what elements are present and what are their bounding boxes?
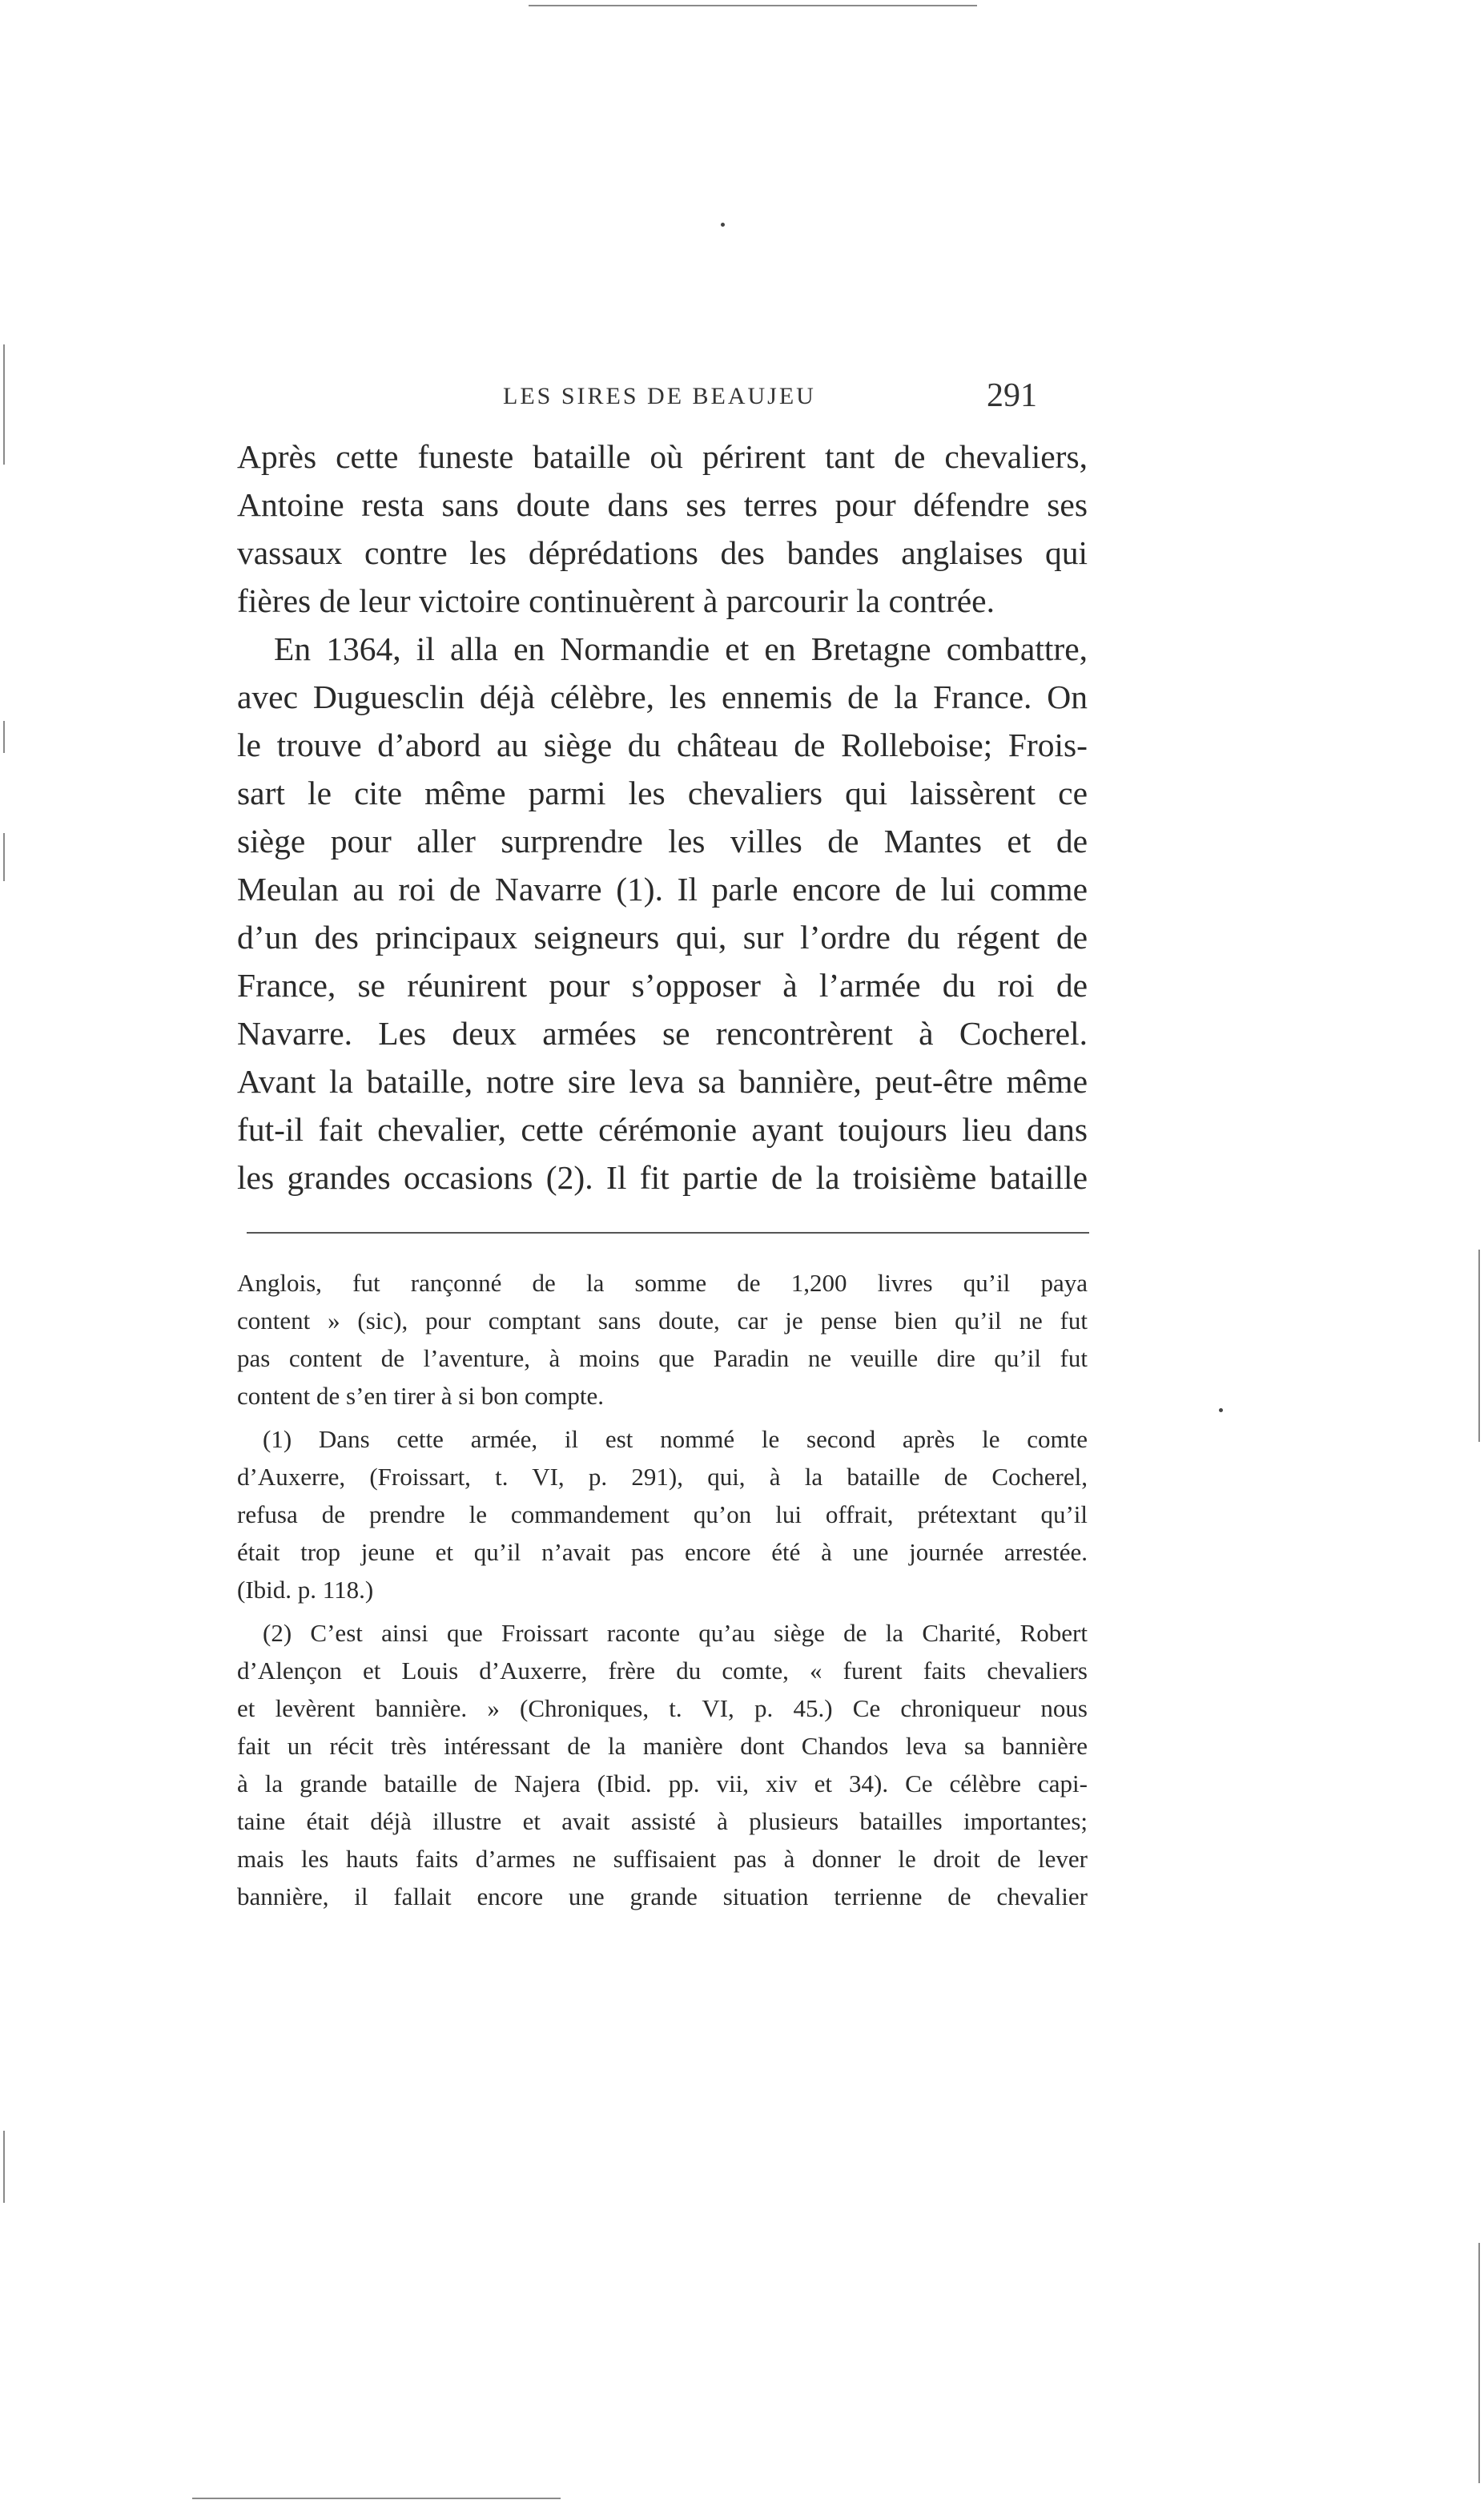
scan-right-mark (1478, 2243, 1480, 2483)
footnote-line: d’Auxerre, (Froissart, t. VI, p. 291), qui, à la bataille de Cocherel, (237, 1463, 1088, 1491)
footnote-rule (247, 1232, 1089, 1234)
body-line: Antoine resta sans doute dans ses terres pour défendre ses (237, 486, 1088, 523)
footnote-line: taine était déjà illustre et avait assisté à plusieurs batailles importantes; (237, 1807, 1088, 1835)
footnote-line: Anglois, fut rançonné de la somme de 1,200 livres qu’il paya (237, 1269, 1088, 1297)
body-line: Navarre. Les deux armées se rencontrèrent à Cocherel. (237, 1015, 1088, 1052)
body-line: avec Duguesclin déjà célèbre, les ennemis de la France. On (237, 678, 1088, 715)
body-line: France, se réunirent pour s’opposer à l’armée du roi de (237, 967, 1088, 1004)
footnote-gap (237, 1415, 1088, 1420)
body-line: les grandes occasions (2). Il fit partie de la troisième bataille (237, 1159, 1088, 1196)
body-line: vassaux contre les déprédations des bandes anglaises qui (237, 534, 1088, 571)
body-line: le trouve d’abord au siège du château de Rolleboise; Frois- (237, 727, 1088, 763)
body-line: fut-il fait chevalier, cette cérémonie ayant toujours lieu dans (237, 1111, 1088, 1148)
scan-top-rule (529, 5, 977, 6)
footnote-line: refusa de prendre le commandement qu’on lui offrait, prétextant qu’il (237, 1500, 1088, 1528)
body-line: Après cette funeste bataille où périrent tant de chevaliers, (237, 438, 1088, 475)
scan-left-mark (3, 721, 5, 753)
footnote-line: pas content de l’aventure, à moins que Paradin ne veuille dire qu’il fut (237, 1344, 1088, 1372)
scan-bottom-rule (192, 2498, 561, 2499)
footnote-line: d’Alençon et Louis d’Auxerre, frère du comte, « furent faits chevaliers (237, 1657, 1088, 1685)
footnote-line: était trop jeune et qu’il n’avait pas encore été à une journée arrestée. (237, 1538, 1088, 1566)
footnote-line: (2) C’est ainsi que Froissart raconte qu’au siège de la Charité, Robert (263, 1619, 1088, 1647)
scan-left-mark (3, 833, 5, 881)
body-text (237, 433, 1088, 1202)
footnotes (237, 1264, 1088, 1915)
footnote-gap (237, 1608, 1088, 1614)
footnote-line: à la grande bataille de Najera (Ibid. pp. vii, xiv et 34). Ce célèbre capi- (237, 1769, 1088, 1797)
footnote-line: fait un récit très intéressant de la manière dont Chandos leva sa bannière (237, 1732, 1088, 1760)
footnote-line: mais les hauts faits d’armes ne suffisaient pas à donner le droit de lever (237, 1845, 1088, 1873)
footnote-line: et levèrent bannière. » (Chroniques, t. VI, p. 45.) Ce chroniqueur nous (237, 1694, 1088, 1722)
stray-dot (721, 223, 725, 227)
body-line: Avant la bataille, notre sire leva sa bannière, peut-être même (237, 1063, 1088, 1100)
body-line: siège pour aller surprendre les villes de Mantes et de (237, 823, 1088, 859)
footnote-line: (Ibid. p. 118.) (237, 1576, 374, 1604)
scan-right-mark (1478, 1250, 1480, 1442)
body-line: Meulan au roi de Navarre (1). Il parle encore de lui comme (237, 871, 1088, 908)
footnote-line: bannière, il fallait encore une grande situation terrienne de chevalier (237, 1882, 1088, 1910)
scan-left-mark (3, 2131, 5, 2203)
body-line: fières de leur victoire continuèrent à parcourir la contrée. (237, 582, 995, 619)
stray-dot (1219, 1408, 1223, 1412)
footnote-line: content de s’en tirer à si bon compte. (237, 1382, 604, 1410)
body-line: d’un des principaux seigneurs qui, sur l’ordre du régent de (237, 919, 1088, 956)
running-head: LES SIRES DE BEAUJEU (503, 383, 816, 409)
page-number: 291 (987, 377, 1037, 414)
footnote-line: content » (sic), pour comptant sans doute, car je pense bien qu’il ne fut (237, 1306, 1088, 1335)
footnote-line: (1) Dans cette armée, il est nommé le second après le comte (263, 1425, 1088, 1453)
body-line: En 1364, il alla en Normandie et en Bretagne combattre, (274, 630, 1088, 667)
body-line: sart le cite même parmi les chevaliers qui laissèrent ce (237, 775, 1088, 811)
scan-left-mark (3, 344, 5, 465)
